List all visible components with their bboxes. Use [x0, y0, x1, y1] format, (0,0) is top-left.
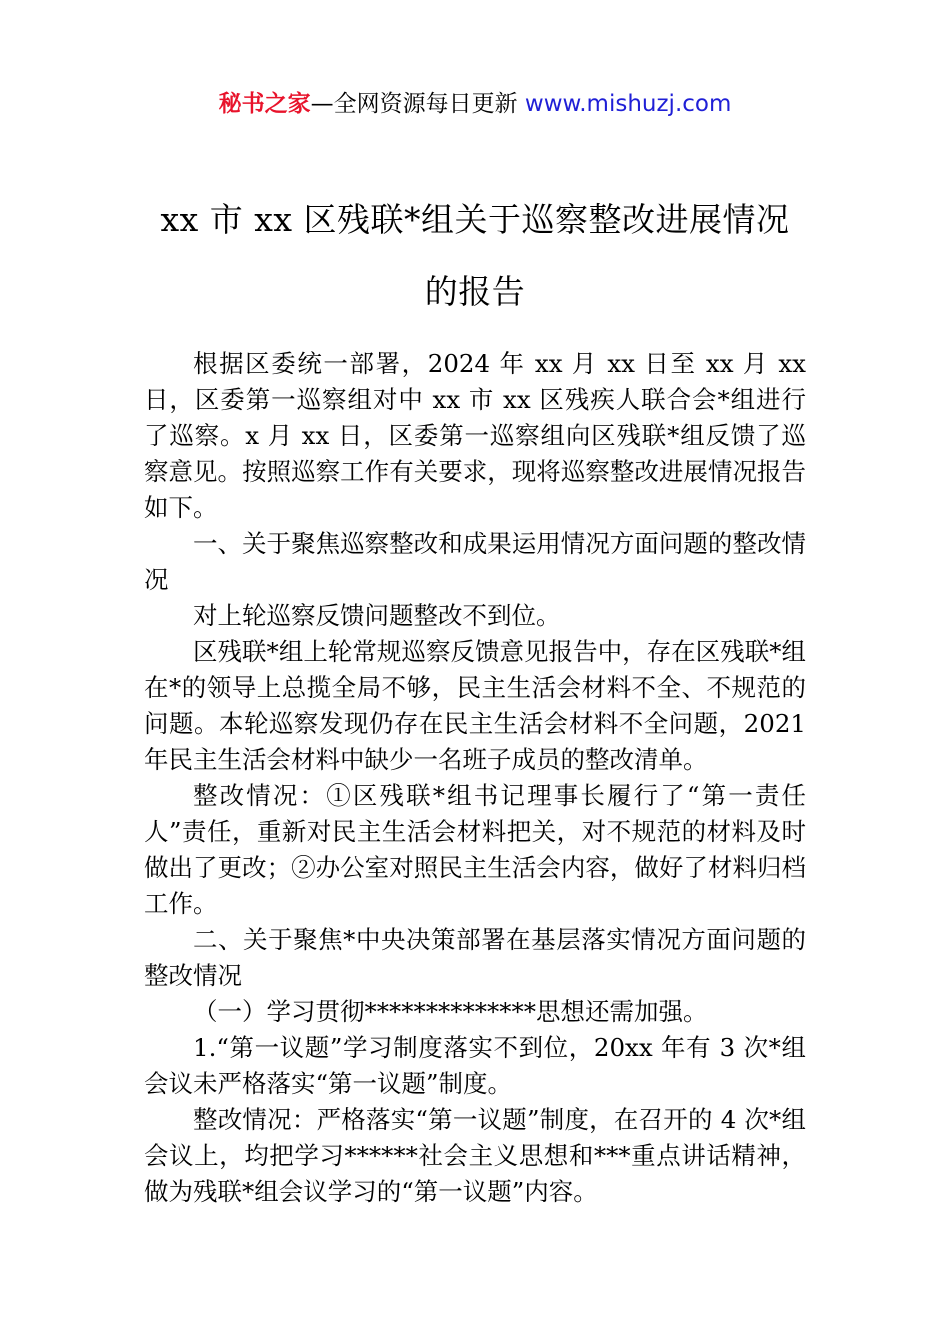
- issue-heading: 对上轮巡察反馈问题整改不到位。: [193, 601, 561, 630]
- site-url-link[interactable]: www.mishuzj.com: [524, 91, 732, 117]
- issue-description: 区残联*组上轮常规巡察反馈意见报告中，存在区残联*组在*的领导上总揽全局不够，民主生活会材料不全、不规范的问题。本轮巡察发现仍存在民主生活会材料不全问题，2021 年民主生活会材料中缺少一名班子成员的整改清单。: [144, 637, 806, 774]
- title-line-2: 的报告: [424, 272, 526, 311]
- rectification-paragraph-1: 整改情况：①区残联*组书记理事长履行了“第一责任人”责任，重新对民主生活会材料把关，对不规范的材料及时做出了更改；②办公室对照民主生活会内容，做好了材料归档工作。: [144, 781, 806, 918]
- section-heading-1: 一、关于聚焦巡察整改和成果运用情况方面问题的整改情况: [144, 529, 806, 594]
- document-body: [144, 346, 806, 1210]
- subsection-heading-1: （一）学习贯彻**************思想还需加强。: [193, 997, 708, 1026]
- rectification-paragraph-2: 整改情况：严格落实“第一议题”制度，在召开的 4 次*组会议上，均把学习******社会主义思想和***重点讲话精神，做为残联*组会议学习的“第一议题”内容。: [144, 1105, 806, 1206]
- brand-name: 秘书之家: [218, 91, 311, 117]
- intro-paragraph: 根据区委统一部署，2024 年 xx 月 xx 日至 xx 月 xx 日，区委第一巡察组对中 xx 市 xx 区残疾人联合会*组进行了巡察。x 月 xx 日，区委第一巡察组向区残联*组反馈了巡察意见。按照巡察工作有关要求，现将巡察整改进展情况报告如下。: [144, 349, 806, 522]
- site-header-banner: [0, 88, 950, 120]
- section-heading-2: 二、关于聚焦*中央决策部署在基层落实情况方面问题的整改情况: [144, 925, 806, 990]
- document-title: [140, 184, 810, 328]
- issue-item-1: 1.“第一议题”学习制度落实不到位，20xx 年有 3 次*组会议未严格落实“第一议题”制度。: [144, 1033, 806, 1098]
- header-tagline: —全网资源每日更新: [310, 91, 518, 117]
- title-line-1: xx 市 xx 区残联*组关于巡察整改进展情况: [160, 200, 790, 239]
